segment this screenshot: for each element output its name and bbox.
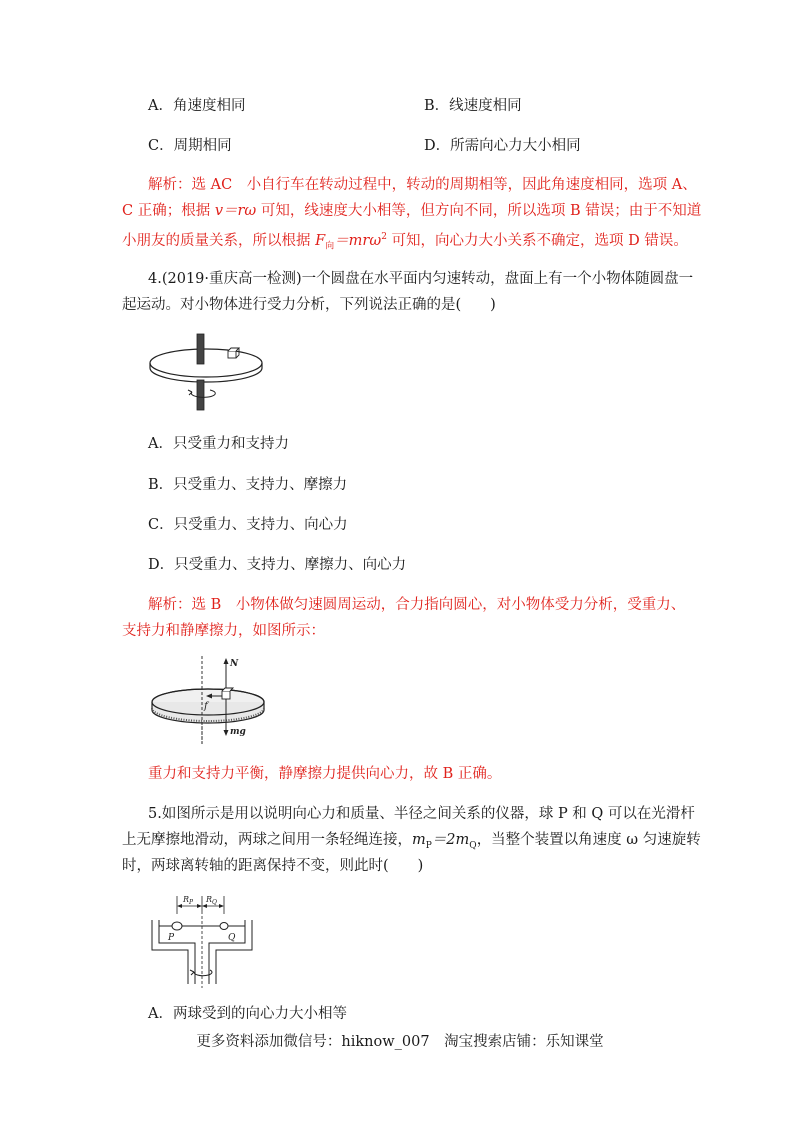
q4-option-b: B．只受重力、支持力、摩擦力 — [148, 477, 348, 493]
svg-text:RQ: $R_Q$ — [206, 895, 217, 906]
q4-stem-line-1: 4.(2019·重庆高一检测)一个圆盘在水平面内匀速转动，盘面上有一个小物体随圆盘一 — [148, 271, 694, 287]
a4-line-3: 重力和支持力平衡，静摩擦力提供向心力，故 B 正确。 — [148, 766, 502, 782]
a3-line-1: 解析：选 AC 小自行车在转动过程中，转动的周期相等，因此角速度相同，选项 A、 — [148, 177, 697, 193]
q5-option-a: A．两球受到的向心力大小相等 — [148, 1006, 347, 1022]
q4-option-c: C．只受重力、支持力、向心力 — [148, 517, 348, 533]
q5-stem-line-3: 时，两球离转轴的距离保持不变，则此时( ) — [122, 858, 424, 874]
q4-option-a: A．只受重力和支持力 — [148, 436, 289, 452]
q4-force-diagram — [148, 652, 278, 752]
q5-stem-line-1: 5.如图所示是用以说明向心力和质量、半径之间关系的仪器，球 P 和 Q 可以在光滑杆 — [148, 806, 695, 822]
q4-disc-figure — [142, 328, 272, 418]
force-label-n: N — [230, 659, 239, 669]
q4-stem-line-2: 起运动。对小物体进行受力分析，下列说法正确的是( ) — [122, 297, 496, 313]
ball-label-p: P — [168, 933, 175, 943]
page-footer: 更多资料添加微信号：hiknow_007 淘宝搜索店铺：乐知课堂 — [196, 1034, 604, 1050]
ball-label-q: Q — [228, 933, 236, 943]
q3-option-b: B．线速度相同 — [424, 98, 522, 114]
a4-line-1: 解析：选 B 小物体做匀速圆周运动，合力指向圆心，对小物体受力分析，受重力、 — [148, 597, 686, 613]
a3-line-3: 小朋友的质量关系，所以根据 $F_向=mr\omega^2$ 可知，向心力大小关系不确定，选项 D 错误。 — [122, 232, 688, 252]
q4-option-d: D．只受重力、支持力、摩擦力、向心力 — [148, 557, 407, 573]
q3-option-c: C．周期相同 — [148, 138, 232, 154]
q5-stem-line-2: 上无摩擦地滑动，两球之间用一条轻绳连接，$m_P=2m_Q$，当整个装置以角速度 ω 匀速旋转 — [122, 832, 701, 851]
radius-label-p: R — [183, 895, 190, 904]
svg-text:RP: $R_P$ — [183, 895, 194, 906]
q3-option-a: A．角速度相同 — [148, 98, 246, 114]
a4-line-2: 支持力和静摩擦力，如图所示： — [122, 623, 325, 639]
radius-label-q: R — [206, 895, 213, 904]
q3-option-d: D．所需向心力大小相同 — [424, 138, 581, 154]
q5-apparatus-figure — [148, 892, 258, 992]
force-label-f: f — [204, 701, 208, 712]
force-label-mg: mg — [230, 727, 246, 737]
a3-line-2: C 正确；根据 v＝rω 可知，线速度大小相等，但方向不同，所以选项 B 错误；由于不知道 — [122, 203, 702, 219]
